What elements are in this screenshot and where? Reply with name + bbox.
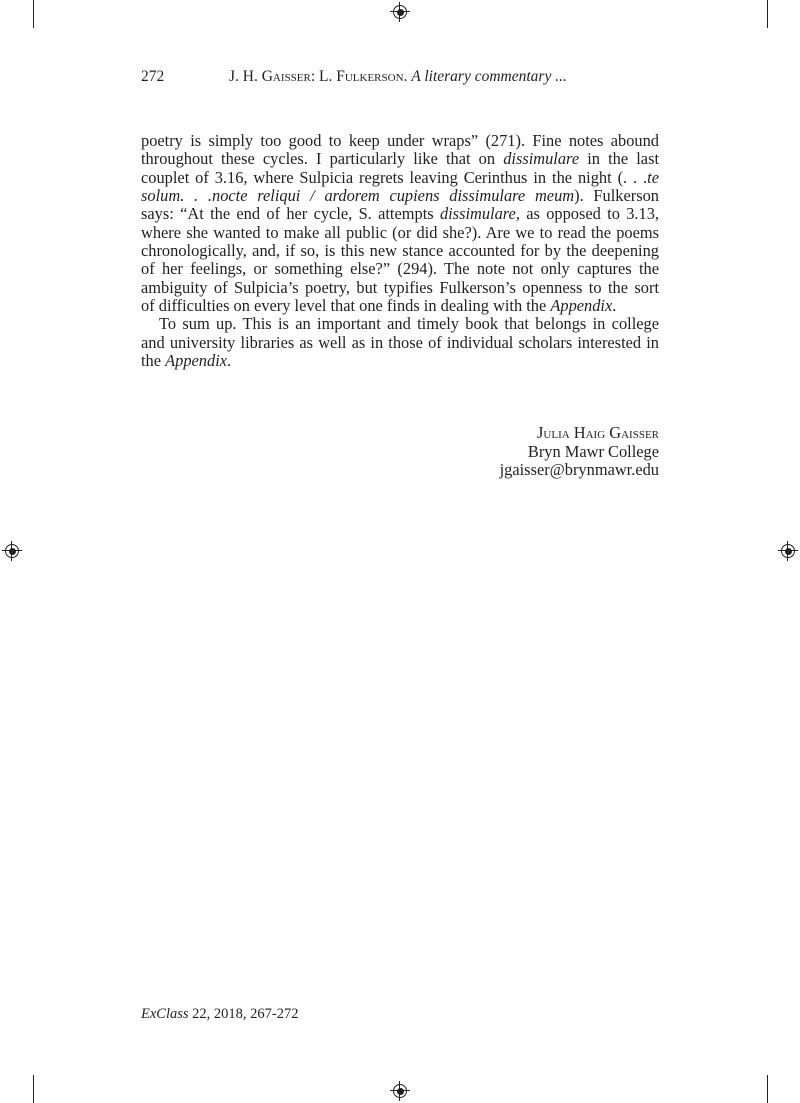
text-segment: in the last — [579, 149, 659, 169]
author-affiliation: Bryn Mawr College — [527, 441, 659, 461]
text-segment: chronologically, and, if so, is this new stance accounted for by the deepening — [141, 241, 659, 261]
text-line — [141, 334, 659, 352]
text-segment: Gaisser — [261, 68, 311, 85]
text-segment: To sum up. This is an important and timely book that belongs in college — [159, 314, 659, 334]
text-segment: where she wanted to make all public (or did she?). Are we to read the poems — [141, 222, 659, 242]
crop-mark — [33, 0, 34, 28]
crop-mark — [767, 1075, 768, 1103]
italic-text: te — [647, 167, 659, 187]
italic-text: A literary commentary ... — [411, 68, 567, 85]
text-line — [141, 260, 659, 278]
crop-mark — [33, 1075, 34, 1103]
text-segment: of difficulties on every level that one finds in dealing with the — [141, 296, 551, 316]
italic-text: Appendix — [550, 296, 613, 316]
registration-mark-icon — [781, 544, 795, 558]
italic-text: Appendix — [165, 351, 228, 371]
crop-mark — [767, 0, 768, 28]
text-line — [141, 224, 659, 242]
text-line — [141, 242, 659, 260]
text-segment: . — [227, 351, 232, 371]
text-segment: says: “At the end of her cycle, S. attempts — [141, 204, 440, 224]
signature-block — [500, 424, 659, 480]
text-segment: ambiguity of Sulpicia’s poetry, but typifies Fulkerson’s openness to the sort — [141, 277, 659, 297]
text-line — [141, 279, 659, 297]
italic-text: dissimulare — [439, 204, 516, 224]
text-segment: and university libraries as well as in those of individual scholars interested in — [141, 332, 659, 352]
text-segment: couplet of 3.16, where Sulpicia regrets leaving Cerinthus in the night (. . . — [141, 167, 648, 187]
text-segment: . — [612, 296, 617, 316]
text-line — [141, 187, 659, 205]
body-text — [141, 132, 659, 370]
text-segment: throughout these cycles. I particularly like that on — [141, 149, 504, 169]
text-segment: . — [403, 68, 412, 85]
text-segment: : L. — [310, 68, 337, 85]
text-segment: poetry is simply too good to keep under wraps” (271). Fine notes abound — [141, 131, 659, 150]
text-segment: , as opposed to 3.13, — [515, 204, 659, 224]
text-segment: ). Fulkerson — [574, 186, 659, 206]
text-line — [141, 352, 659, 370]
text-segment: J. H. — [229, 68, 262, 85]
author-email: jgaisser@brynmawr.edu — [499, 460, 659, 479]
running-head-title — [229, 68, 567, 86]
journal-name: ExClass — [141, 1006, 189, 1022]
text-line — [141, 132, 659, 150]
text-segment: of her feelings, or something else?” (294). The note not only captures the — [141, 259, 659, 279]
text-segment: Fulkerson — [336, 68, 404, 85]
registration-mark-icon — [393, 1084, 407, 1098]
registration-mark-icon — [5, 544, 19, 558]
text-line — [141, 169, 659, 187]
citation-details: 22, 2018, 267-272 — [188, 1006, 299, 1022]
text-line — [141, 150, 659, 168]
italic-text: dissimulare — [503, 149, 580, 169]
text-line — [141, 315, 659, 333]
text-segment: the — [141, 351, 166, 371]
italic-text: solum. . .nocte reliqui / ardorem cupiens dissimulare meum — [141, 186, 575, 206]
registration-mark-icon — [393, 5, 407, 19]
text-line — [141, 297, 659, 315]
page-number: 272 — [141, 68, 165, 85]
text-line — [141, 205, 659, 223]
author-name: Julia Haig Gaisser — [537, 423, 659, 442]
footer-citation — [141, 1006, 299, 1023]
